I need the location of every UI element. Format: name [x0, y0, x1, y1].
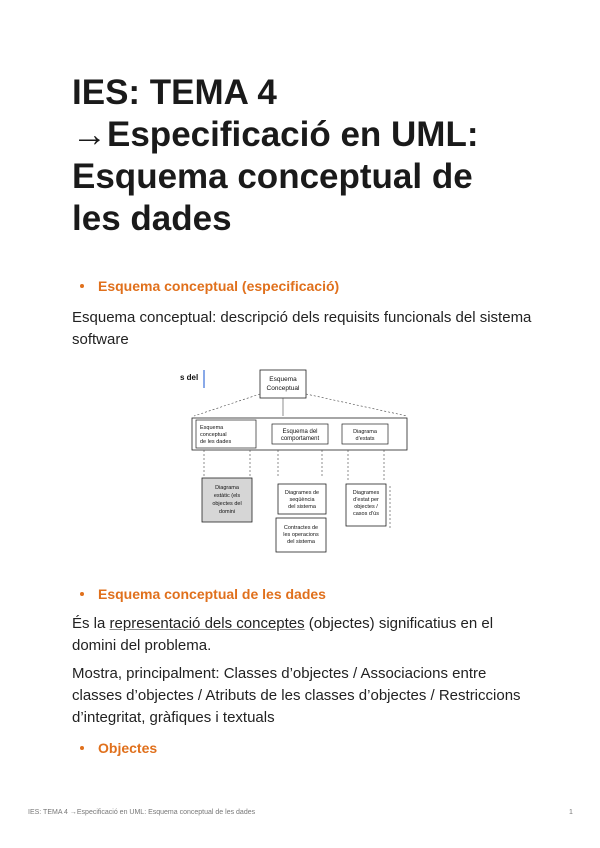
section-heading-objectes	[80, 740, 157, 756]
diagram-middle-line-2: comportament	[280, 436, 320, 442]
bullet-dot-icon	[80, 284, 84, 288]
diagram-left-line-3: de les dades	[200, 439, 232, 445]
diagram-right-sub-line-1: Diagrames	[352, 490, 380, 496]
title-line-4: les dades	[72, 199, 232, 238]
diagram-left-sub-line-3: objectes del	[212, 501, 242, 507]
diagram-top-line-1: Esquema	[269, 376, 297, 383]
section-heading-text: Objectes	[98, 740, 158, 756]
section-heading-esquema-dades	[80, 586, 326, 602]
diagram-middle-sub1-line-3: del sistema	[288, 504, 316, 510]
diagram-middle-sub1-line-1: Diagrames de	[284, 490, 320, 496]
title-line-2: →Especificació en UML:	[72, 115, 479, 154]
diagram-right-sub-line-3: objectes /	[354, 504, 378, 510]
section-heading-esquema-conceptual	[80, 278, 339, 294]
diagram-middle-sub2-line-3: del sistema	[287, 539, 315, 545]
diagram-connector-left	[194, 394, 260, 416]
section-heading-text: Esquema conceptual de les dades	[98, 586, 326, 602]
paragraph-text-post: (objectes) significatius en el domini del problema.	[72, 615, 494, 654]
diagram-right-sub-line-4: casos d’ús	[353, 511, 379, 517]
diagram-left-sub-line-4: domini	[218, 509, 236, 515]
paragraph-representation	[72, 613, 532, 657]
paragraph-shows: Mostra, principalment: Classes d’objectes / Associacions entre classes d’objectes / Atributs de les classes d’objectes / Restriccions d’integritat, gràfiques i textuals	[72, 665, 521, 726]
diagram-top-box	[260, 370, 306, 398]
diagram-middle-line-1: Esquema del	[282, 429, 318, 435]
diagram-left-sub-line-2: estàtic (els	[213, 493, 241, 499]
diagram-middle-sub1-line-2: seqüència	[289, 497, 315, 503]
section-heading-text: Esquema conceptual (especificació)	[98, 278, 340, 294]
underlined-term: representació dels conceptes	[109, 615, 305, 632]
diagram-middle-sub2-line-2: les operacions	[283, 532, 319, 538]
diagram-connector-right	[306, 394, 407, 416]
page-title	[72, 72, 552, 240]
bullet-dot-icon	[80, 746, 84, 750]
diagram-top-line-2: Conceptual	[266, 385, 300, 392]
page-number: 1	[569, 809, 573, 816]
diagram-right-line-1: Diagrama	[353, 429, 377, 435]
title-line-3: Esquema conceptual de	[72, 157, 473, 196]
paragraph-definition: Esquema conceptual: descripció dels requisits funcionals del sistema software	[72, 309, 532, 348]
diagram-right-line-2: d’estats	[355, 436, 375, 442]
diagram-cut-label: s del	[180, 373, 199, 382]
paragraph-text-pre: És la	[72, 615, 110, 632]
diagram-left-sub-line-1: Diagrama	[215, 485, 239, 491]
conceptual-schema-diagram	[182, 368, 412, 558]
bullet-dot-icon	[80, 592, 84, 596]
page-footer: IES: TEMA 4 →Especificació en UML: Esquema conceptual de les dades	[28, 809, 256, 816]
diagram-left-line-1: Esquema	[200, 425, 224, 431]
diagram-right-sub-line-2: d’estat per	[353, 497, 379, 503]
diagram-svg	[182, 368, 412, 558]
diagram-middle-sub2-line-1: Contractes de	[283, 525, 319, 531]
title-line-1: IES: TEMA 4	[72, 73, 277, 112]
diagram-left-line-2: conceptual	[200, 432, 227, 438]
